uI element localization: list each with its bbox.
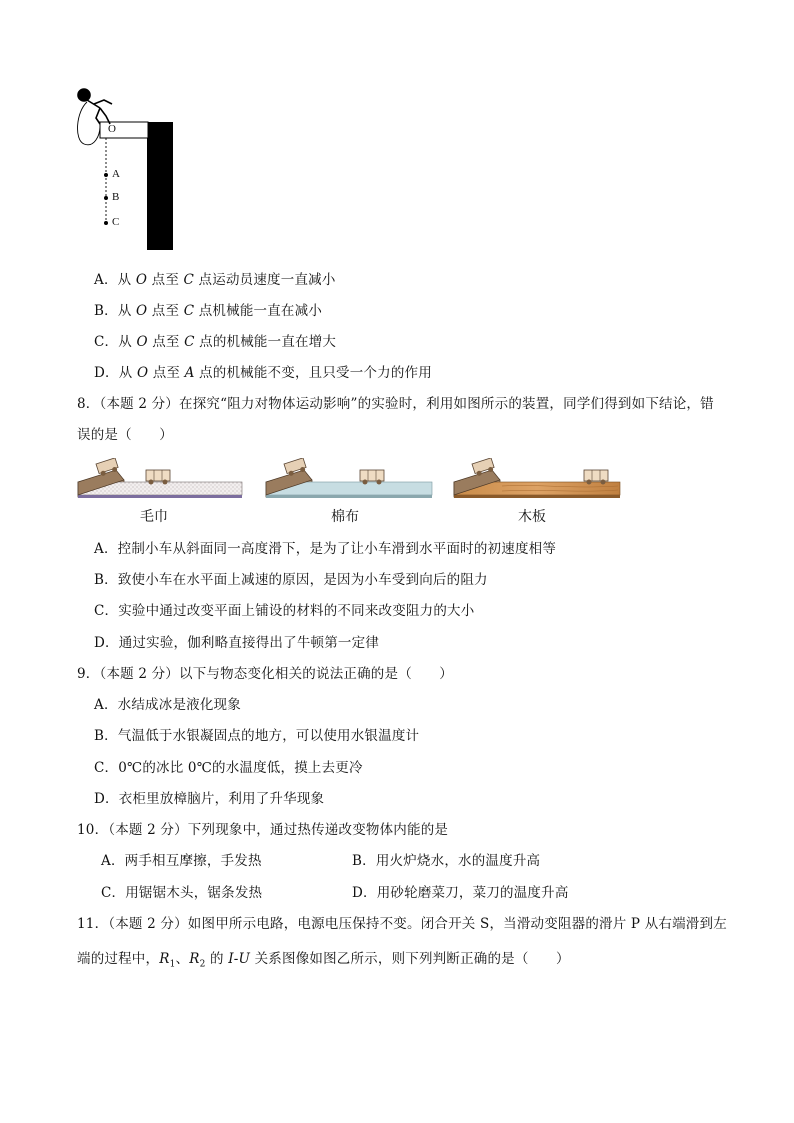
q8-option-b[interactable]: B．致使小车在水平面上减速的原因，是因为小车受到向后的阻力 bbox=[94, 572, 488, 588]
platform-label-o: O bbox=[108, 123, 116, 135]
surface-label-cotton: 棉布 bbox=[331, 509, 359, 525]
q9-option-b[interactable]: B．气温低于水银凝固点的地方，可以使用水银温度计 bbox=[94, 728, 420, 744]
q8-stem-line2: 误的是（ ） bbox=[77, 427, 173, 443]
bungee-cord bbox=[78, 102, 100, 145]
q9-option-d[interactable]: D．衣柜里放樟脑片，利用了升华现象 bbox=[94, 791, 325, 807]
q10-option-a[interactable]: A．两手相互摩擦，手发热 bbox=[101, 853, 262, 869]
point-label-a: A bbox=[112, 168, 120, 180]
point-b-dot bbox=[104, 196, 108, 200]
q10-option-b[interactable]: B．用火炉烧水，水的温度升高 bbox=[352, 853, 541, 869]
bungee-jump-figure bbox=[70, 82, 190, 254]
q8-option-a[interactable]: A．控制小车从斜面同一高度滑下，是为了让小车滑到水平面时的初速度相等 bbox=[94, 541, 557, 557]
q7-option-a[interactable]: A．从 O 点至 C 点运动员速度一直减小 bbox=[94, 272, 336, 288]
friction-experiment-figure bbox=[76, 458, 622, 504]
surface-label-wood: 木板 bbox=[518, 509, 546, 525]
point-c-dot bbox=[104, 221, 108, 225]
pillar bbox=[147, 122, 173, 250]
q8-option-d[interactable]: D．通过实验，伽利略直接得出了牛顿第一定律 bbox=[94, 635, 380, 651]
surface-label-towel: 毛巾 bbox=[140, 509, 168, 525]
q9-option-a[interactable]: A．水结成冰是液化现象 bbox=[94, 697, 241, 713]
q7-option-b[interactable]: B．从 O 点至 C 点机械能一直在减小 bbox=[94, 303, 323, 319]
q10-option-d[interactable]: D．用砂轮磨菜刀，菜刀的温度升高 bbox=[352, 885, 569, 901]
q11-stem-line1: 11．（本题 2 分）如图甲所示电路，电源电压保持不变。闭合开关 S，当滑动变阻器的滑片 P 从右端滑到左 bbox=[77, 916, 727, 932]
q7-option-d[interactable]: D．从 O 点至 A 点的机械能不变，且只受一个力的作用 bbox=[94, 365, 432, 381]
point-a-dot bbox=[104, 173, 108, 177]
q11-stem-line2: 端的过程中，$R_1$、$R_2$ 的 I-U 关系图像如图乙所示，则下列判断正确的是（ ） bbox=[77, 951, 570, 970]
setup-cotton bbox=[266, 458, 432, 498]
q10-option-c[interactable]: C．用锯锯木头，锯条发热 bbox=[101, 885, 263, 901]
setup-towel bbox=[78, 458, 242, 498]
q7-option-c[interactable]: C．从 O 点至 C 点的机械能一直在增大 bbox=[94, 334, 337, 350]
point-label-b: B bbox=[112, 191, 120, 203]
q8-stem-line1: 8．（本题 2 分）在探究“阻力对物体运动影响”的实验时，利用如图所示的装置，同学们得到如下结论，错 bbox=[77, 396, 714, 412]
q9-stem: 9．（本题 2 分）以下与物态变化相关的说法正确的是（ ） bbox=[77, 666, 454, 682]
q10-stem: 10．（本题 2 分）下列现象中，通过热传递改变物体内能的是 bbox=[77, 822, 449, 838]
q8-option-c[interactable]: C．实验中通过改变平面上铺设的材料的不同来改变阻力的大小 bbox=[94, 603, 475, 619]
point-label-c: C bbox=[112, 216, 120, 228]
setup-wood bbox=[454, 458, 620, 498]
q9-option-c[interactable]: C．0℃的冰比 0℃的水温度低，摸上去更冷 bbox=[94, 760, 363, 776]
